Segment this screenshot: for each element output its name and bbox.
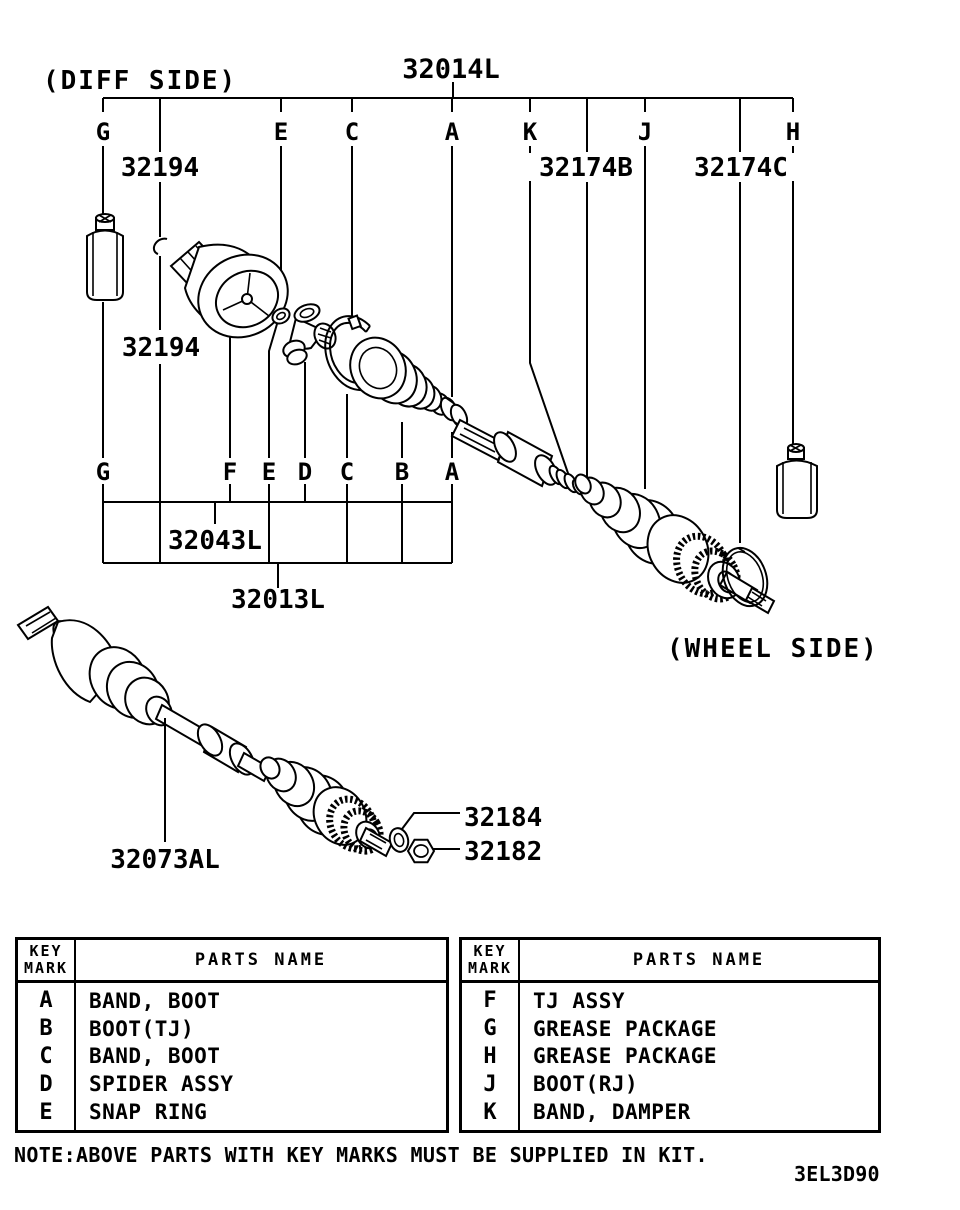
key-mark-e-bottom: E [261, 458, 277, 486]
table-row [462, 1043, 878, 1071]
key-header-line1: KEY [29, 941, 63, 960]
part-label-32174B: 32174B [539, 153, 633, 183]
parts-name-cell: SPIDER ASSY [89, 1072, 234, 1097]
key-mark-h-top: H [785, 118, 801, 146]
part-label-32174C: 32174C [694, 153, 788, 183]
table-row [18, 1015, 446, 1043]
washer-32184-art [387, 826, 411, 854]
bottom-brackets [103, 484, 452, 588]
key-mark-a-top: A [444, 118, 460, 146]
bottom-key-marks [96, 458, 460, 486]
boot-tj-art [340, 328, 452, 417]
parts-name-cell: BAND, BOOT [89, 988, 221, 1013]
table-row [18, 987, 446, 1015]
column-divider [518, 983, 520, 1130]
key-mark-cell: E [39, 1099, 53, 1125]
parts-name-cell: TJ ASSY [533, 988, 626, 1013]
part-label-32182: 32182 [464, 837, 543, 867]
top-key-marks [96, 118, 800, 146]
parts-name-cell: BOOT(TJ) [89, 1016, 195, 1041]
grease-package-g-art [87, 214, 123, 300]
driveshaft-assy-art [18, 607, 392, 858]
key-mark-cell: A [39, 988, 53, 1014]
parts-name-cell: BAND, DAMPER [533, 1100, 691, 1125]
parts-name-cell: GREASE PACKAGE [533, 1016, 718, 1041]
rj-outer-joint-art [636, 504, 775, 613]
nut-32182-art [408, 840, 434, 863]
table-row [462, 1070, 878, 1098]
part-label-32013L: 32013L [231, 585, 325, 615]
table-header [462, 940, 878, 983]
table-body [18, 983, 446, 1130]
wheel-shaft-art [452, 420, 585, 496]
snap-ring-32194-art [154, 239, 167, 254]
part-label-32184: 32184 [464, 803, 543, 833]
parts-name-cell: GREASE PACKAGE [533, 1044, 718, 1069]
table-row [462, 1098, 878, 1126]
key-mark-table-left [15, 937, 449, 1133]
key-mark-cell: D [39, 1071, 53, 1097]
key-mark-cell: F [483, 988, 497, 1014]
key-mark-cell: B [39, 1016, 53, 1042]
part-label-32073AL: 32073AL [110, 845, 220, 875]
grease-package-h-art [777, 444, 817, 518]
key-mark-cell: C [39, 1043, 53, 1069]
table-row [18, 1043, 446, 1071]
key-mark-d-bottom: D [297, 458, 313, 486]
key-mark-cell: G [483, 1016, 497, 1042]
parts-name-cell: BOOT(RJ) [533, 1072, 639, 1097]
key-mark-e-top: E [273, 118, 289, 146]
parts-name-cell: BAND, BOOT [89, 1044, 221, 1069]
table-row [462, 1015, 878, 1043]
key-mark-b-bottom: B [394, 458, 410, 486]
key-mark-cell: H [483, 1043, 497, 1069]
table-body [462, 983, 878, 1130]
kit-note: NOTE:ABOVE PARTS WITH KEY MARKS MUST BE SUPPLIED IN KIT. [14, 1143, 708, 1167]
table-row [18, 1070, 446, 1098]
parts-name-header: PARTS NAME [632, 950, 766, 970]
column-divider [74, 983, 76, 1130]
key-header-line2: MARK [23, 959, 69, 977]
key-mark-c-bottom: C [339, 458, 355, 486]
key-mark-table-right [459, 937, 881, 1133]
key-mark-c-top: C [344, 118, 360, 146]
parts-name-header: PARTS NAME [194, 950, 328, 970]
key-mark-g-top: G [95, 118, 111, 146]
parts-name-cell: SNAP RING [89, 1100, 208, 1125]
key-mark-f-bottom: F [222, 458, 238, 486]
key-header-line1: KEY [473, 941, 507, 960]
key-mark-header [18, 940, 76, 980]
table-header [18, 940, 446, 983]
part-label-32194-top: 32194 [120, 153, 200, 183]
key-mark-header [462, 940, 520, 980]
diff-side-label: (DIFF SIDE) [43, 66, 238, 96]
key-mark-j-top: J [637, 118, 653, 146]
key-mark-k-top: K [522, 118, 538, 146]
drawing-code: 3EL3D90 [794, 1162, 880, 1186]
key-mark-a-bottom: A [444, 458, 460, 486]
table-row [462, 987, 878, 1015]
wheel-side-label: (WHEEL SIDE) [667, 634, 879, 664]
key-mark-cell: J [483, 1071, 497, 1097]
key-mark-cell: K [483, 1099, 497, 1125]
table-row [18, 1098, 446, 1126]
key-mark-g-bottom: G [95, 458, 111, 486]
part-label-32043L: 32043L [168, 526, 262, 556]
key-header-line2: MARK [467, 959, 513, 977]
part-label-32194-mid: 32194 [121, 333, 201, 363]
part-label-32014L: 32014L [402, 54, 500, 85]
